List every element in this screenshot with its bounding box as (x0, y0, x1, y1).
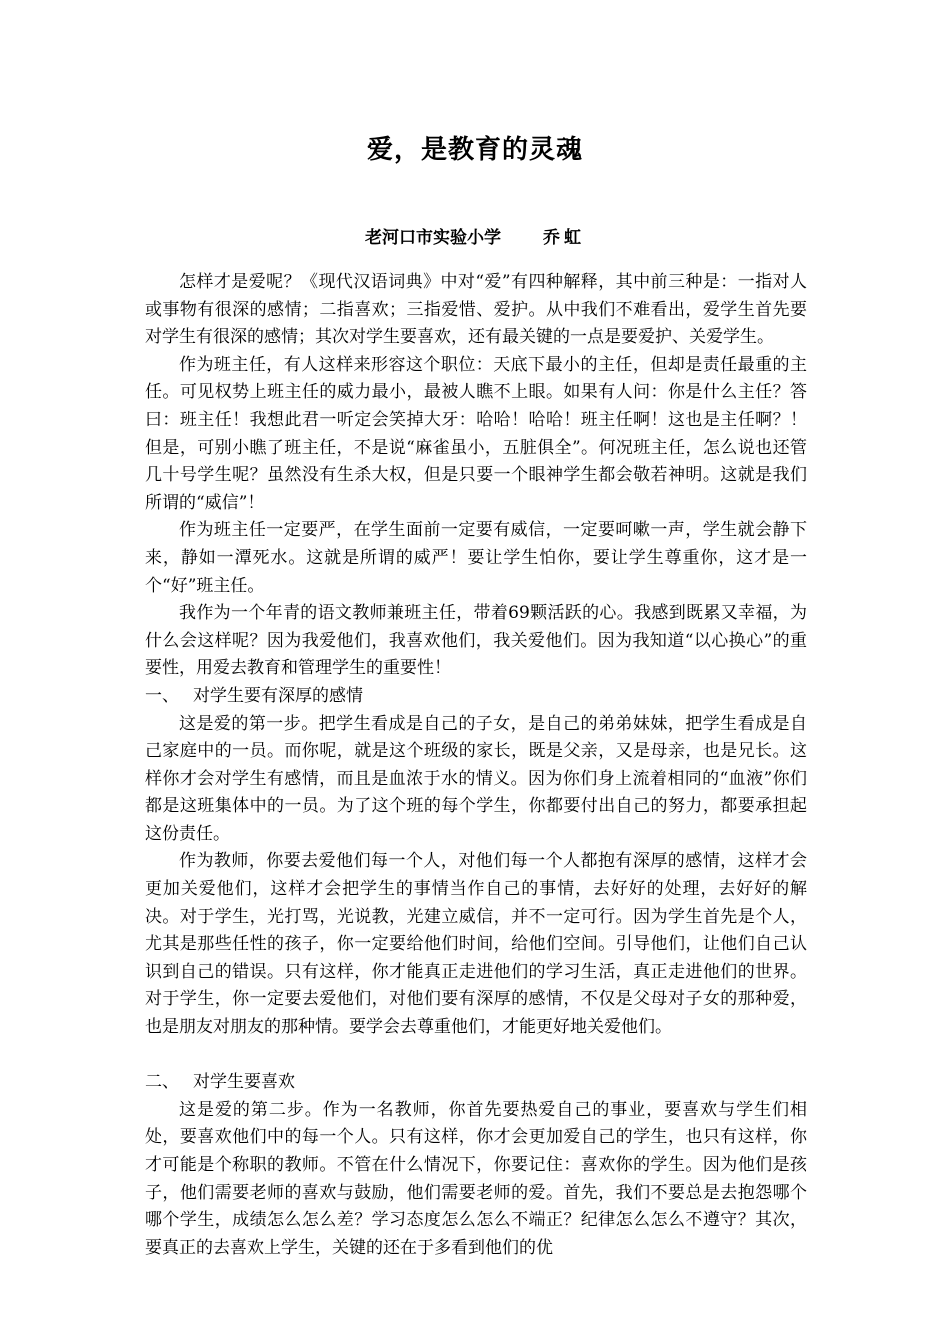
author-name: 乔虹 (543, 228, 585, 248)
section-heading-2 (145, 1069, 807, 1097)
document-body (145, 269, 807, 1262)
paragraph: 怎样才是爱呢？《现代汉语词典》中对“爱”有四种解释，其中前三种是：一指对人或事物有很深的感情；二指喜欢；三指爱惜、爱护。从中我们不难看出，爱学生首先要对学生有很深的感情；其次对学生要喜欢，还有最关键的一点是要爱护、关爱学生。 (145, 272, 807, 348)
document-title: 爱，是教育的灵魂 (366, 135, 583, 165)
section-heading-text: 对学生要喜欢 (193, 1072, 295, 1093)
paragraph: 我作为一个年青的语文教师兼班主任，带着69颗活跃的心。我感到既累又幸福，为什么会这样呢？因为我爱他们，我喜欢他们，我关爱他们。因为我知道“以心换心”的重要性，用爱去教育和管理学生的重要性！ (145, 603, 807, 679)
paragraph: 作为班主任，有人这样来形容这个职位：天底下最小的主任，但却是责任最重的主任。可见权势上班主任的威力最小，最被人瞧不上眼。如果有人问：你是什么主任？答曰：班主任！我想此君一听定会笑掉大牙：哈哈！哈哈！班主任啊！这也是主任啊？！但是，可别小瞧了班主任，不是说“麻雀虽小，五脏俱全”。何况班主任，怎么说也还管几十号学生呢？虽然没有生杀大权，但是只要一个眼神学生都会敬若神明。这就是我们所谓的“威信”！ (145, 354, 807, 513)
blank-line (145, 1042, 807, 1070)
paragraph: 这是爱的第二步。作为一名教师，你首先要热爱自己的事业，要喜欢与学生们相处，要喜欢他们中的每一个人。只有这样，你才会更加爱自己的学生，也只有这样，你才可能是个称职的教师。不管在什么情况下，你要记住：喜欢你的学生。因为他们是孩子，他们需要老师的喜欢与鼓励，他们需要老师的爱。首先，我们不要总是去抱怨哪个哪个学生，成绩怎么怎么差？学习态度怎么怎么不端正？纪律怎么怎么不遵守？其次，要真正的去喜欢上学生，关键的还在于多看到他们的优 (145, 1099, 807, 1258)
section-number: 一、 (145, 685, 179, 706)
section-heading-1 (145, 683, 807, 711)
paragraph: 这是爱的第一步。把学生看成是自己的子女，是自己的弟弟妹妹，把学生看成是自己家庭中的一员。而你呢，就是这个班级的家长，既是父亲，又是母亲，也是兄长。这样你才会对学生有感情，而且是血浓于水的情义。因为你们身上流着相同的“血液”你们都是这班集体中的一员。为了这个班的每个学生，你都要付出自己的努力，都要承担起这份责任。 (145, 713, 807, 844)
section-heading-text: 对学生要有深厚的感情 (193, 685, 363, 706)
author-school: 老河口市实验小学 (365, 228, 501, 248)
section-number: 二、 (145, 1072, 179, 1093)
paragraph: 作为班主任一定要严，在学生面前一定要有威信，一定要呵嗽一声，学生就会静下来，静如一潭死水。这就是所谓的威严！要让学生怕你，要让学生尊重你，这才是一个“好”班主任。 (145, 520, 807, 596)
paragraph: 作为教师，你要去爱他们每一个人，对他们每一个人都抱有深厚的感情，这样才会更加关爱他们，这样才会把学生的事情当作自己的事情，去好好的处理，去好好的解决。对于学生，光打骂，光说教，光建立威信，并不一定可行。因为学生首先是个人，尤其是那些任性的孩子，你一定要给他们时间，给他们空间。引导他们，让他们自己认识到自己的错误。只有这样，你才能真正走进他们的学习生活，真正走进他们的世界。对于学生，你一定要去爱他们，对他们要有深厚的感情，不仅是父母对子女的那种爱，也是朋友对朋友的那种情。要学会去尊重他们，才能更好地关爱他们。 (145, 851, 807, 1038)
author-line (0, 225, 950, 251)
